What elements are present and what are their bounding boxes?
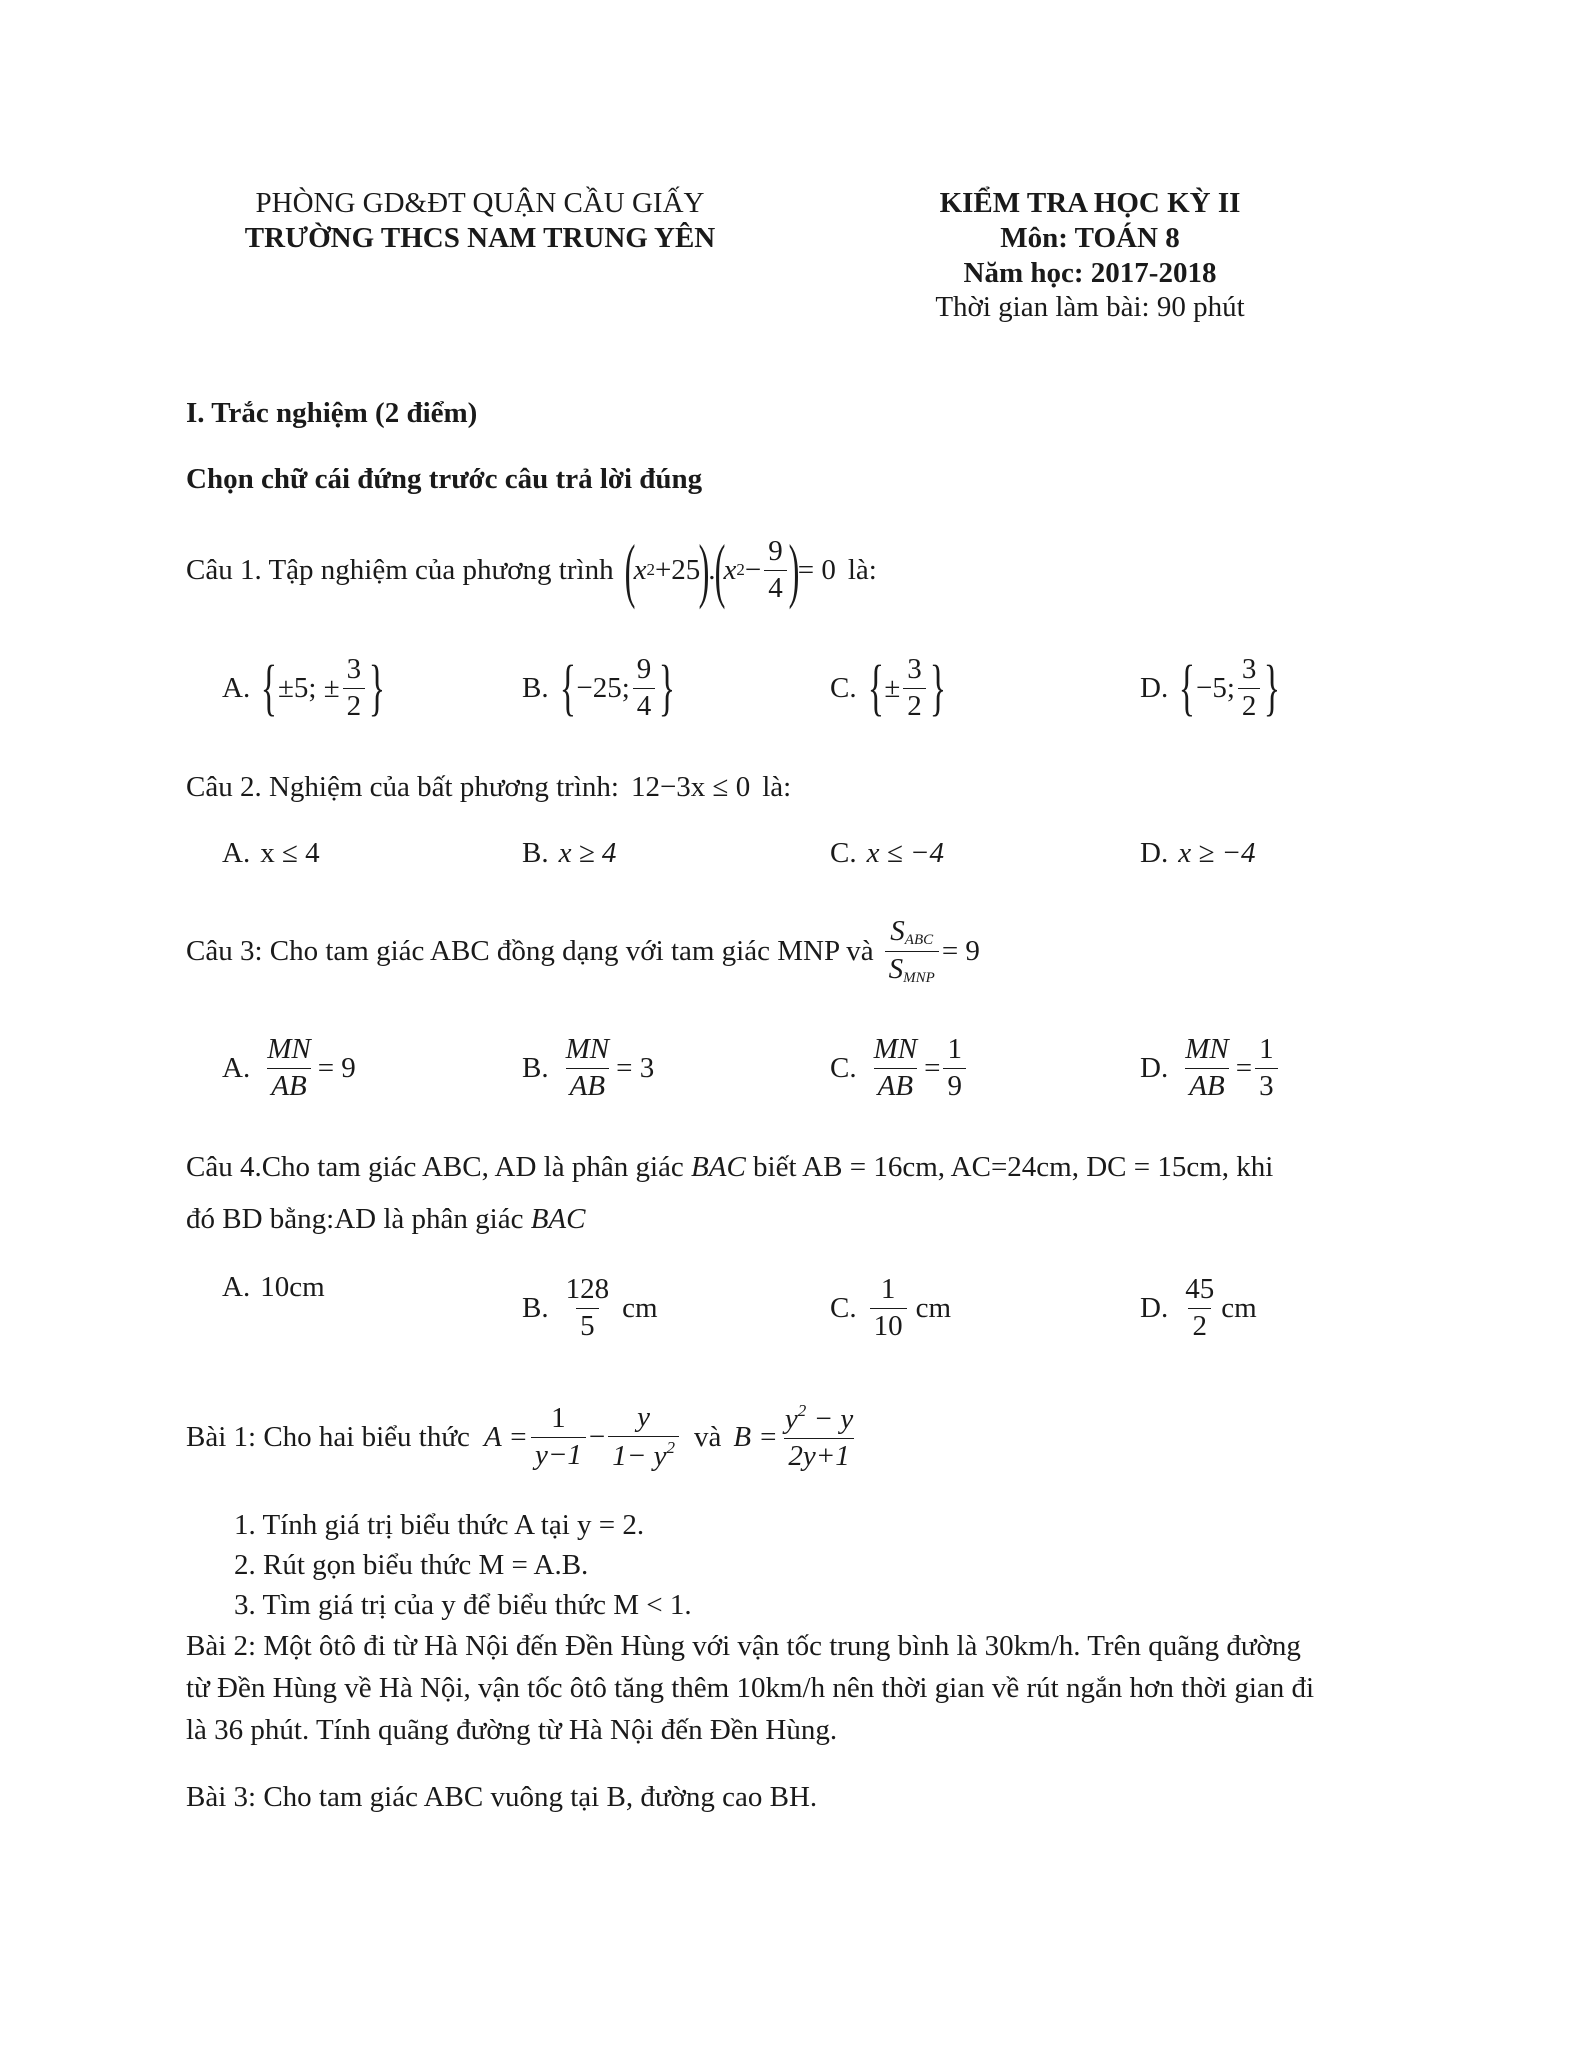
question-2-inequality: 12−3x ≤ 0 bbox=[630, 771, 751, 803]
list-item: 3. Tìm giá trị của y để biểu thức M < 1. bbox=[234, 1589, 692, 1621]
question-4-line-1: Câu 4.Cho tam giác ABC, AD là phân giác BAC biết AB = 16cm, AC=24cm, DC = 15cm, khi bbox=[186, 1151, 1274, 1183]
header-left bbox=[200, 186, 760, 256]
angle-bac: BAC bbox=[691, 1151, 746, 1183]
exercise-2: Bài 2: Một ôtô đi từ Hà Nội đến Đền Hùng với vận tốc trung bình là 30km/h. Trên quãng đường từ Đền Hùng về Hà Nội, vận tốc ôtô tăng thêm 10km/h nên thời gian về rút ngắn hơn thời gian đi là 36 phút. Tính quãng đường từ Hà Nội đến Đền Hùng. bbox=[186, 1630, 1315, 1746]
question-1-fraction: $\frac{9}{4}$ bbox=[764, 536, 787, 605]
exam-title: KIỂM TRA HỌC KỲ II bbox=[939, 187, 1241, 219]
department-name: PHÒNG GD&ĐT QUẬN CẦU GIẤY bbox=[255, 187, 705, 219]
exercise-1-items bbox=[234, 1505, 692, 1625]
q2-option-b[interactable]: B. x ≥ 4 bbox=[522, 837, 617, 869]
q4-option-b[interactable]: B. $\frac{128}{5}$ cm bbox=[522, 1272, 658, 1342]
duration: Thời gian làm bài: 90 phút bbox=[935, 291, 1245, 324]
question-3: Câu 3: Cho tam giác ABC đồng dạng với tam giác MNP và $\frac{S_{ABC}}{S_{MNP}}$ = 9 bbox=[186, 915, 980, 986]
q3-option-a[interactable]: A. $\frac{MN}{AB}$ = 9 bbox=[222, 1032, 356, 1102]
q4-option-d[interactable]: D. $\frac{45}{2}$ cm bbox=[1140, 1272, 1257, 1342]
question-2: Câu 2. Nghiệm của bất phương trình: 12−3x ≤ 0 là: bbox=[186, 771, 792, 803]
school-year: Năm học: 2017-2018 bbox=[963, 256, 1217, 289]
list-item: 2. Rút gọn biểu thức M = A.B. bbox=[234, 1549, 589, 1581]
q3-option-b[interactable]: B. $\frac{MN}{AB}$ = 3 bbox=[522, 1032, 655, 1102]
exercise-1: Bài 1: Cho hai biểu thức A = $\frac{1}{y-1}$ − $\frac{y}{1- y^2}$ và B = $\frac{y^2 - y}{2y+1}$ bbox=[186, 1400, 854, 1472]
q1-option-c[interactable]: C. { ± $\frac{3}{2}$ } bbox=[830, 652, 946, 722]
q3-option-d[interactable]: D. $\frac{MN}{AB}$ = $\frac{1}{3}$ bbox=[1140, 1028, 1281, 1108]
question-1: Câu 1. Tập nghiệm của phương trình ( x 2 +25 ) . ( x 2 − $\frac{9}{4}$ ) = 0 là: bbox=[186, 530, 877, 610]
q1-option-d[interactable]: D. { −5; $\frac{3}{2}$ } bbox=[1140, 652, 1281, 722]
subject: Môn: TOÁN 8 bbox=[1000, 221, 1180, 254]
school-name: TRƯỜNG THCS NAM TRUNG YÊN bbox=[244, 221, 716, 254]
q2-option-d[interactable]: D. x ≥ −4 bbox=[1140, 837, 1256, 869]
q4-option-a[interactable]: A. 10cm bbox=[222, 1271, 325, 1303]
q2-option-c[interactable]: C. x ≤ −4 bbox=[830, 837, 944, 869]
header-right bbox=[880, 186, 1300, 325]
question-4-line-2: đó BD bằng:AD là phân giác BAC bbox=[186, 1203, 586, 1235]
q2-option-a[interactable]: A. x ≤ 4 bbox=[222, 837, 320, 869]
q3-option-c[interactable]: C. $\frac{MN}{AB}$ = $\frac{1}{9}$ bbox=[830, 1028, 969, 1108]
list-item: 1. Tính giá trị biểu thức A tại y = 2. bbox=[234, 1509, 645, 1541]
q4-option-c[interactable]: C. $\frac{1}{10}$ cm bbox=[830, 1272, 952, 1342]
question-1-prefix: Câu 1. Tập nghiệm của phương trình bbox=[186, 553, 614, 586]
section-instruction: Chọn chữ cái đứng trước câu trả lời đúng bbox=[186, 463, 703, 495]
q1-option-b[interactable]: B. { −25; $\frac{9}{4}$ } bbox=[522, 652, 676, 722]
exercise-3: Bài 3: Cho tam giác ABC vuông tại B, đường cao BH. bbox=[186, 1781, 818, 1813]
section-title: I. Trắc nghiệm (2 điểm) bbox=[186, 397, 478, 429]
q1-option-a[interactable]: A. { ±5; ± $\frac{3}{2}$ } bbox=[222, 652, 386, 722]
area-ratio-fraction: $\frac{S_{ABC}}{S_{MNP}}$ bbox=[885, 916, 939, 986]
